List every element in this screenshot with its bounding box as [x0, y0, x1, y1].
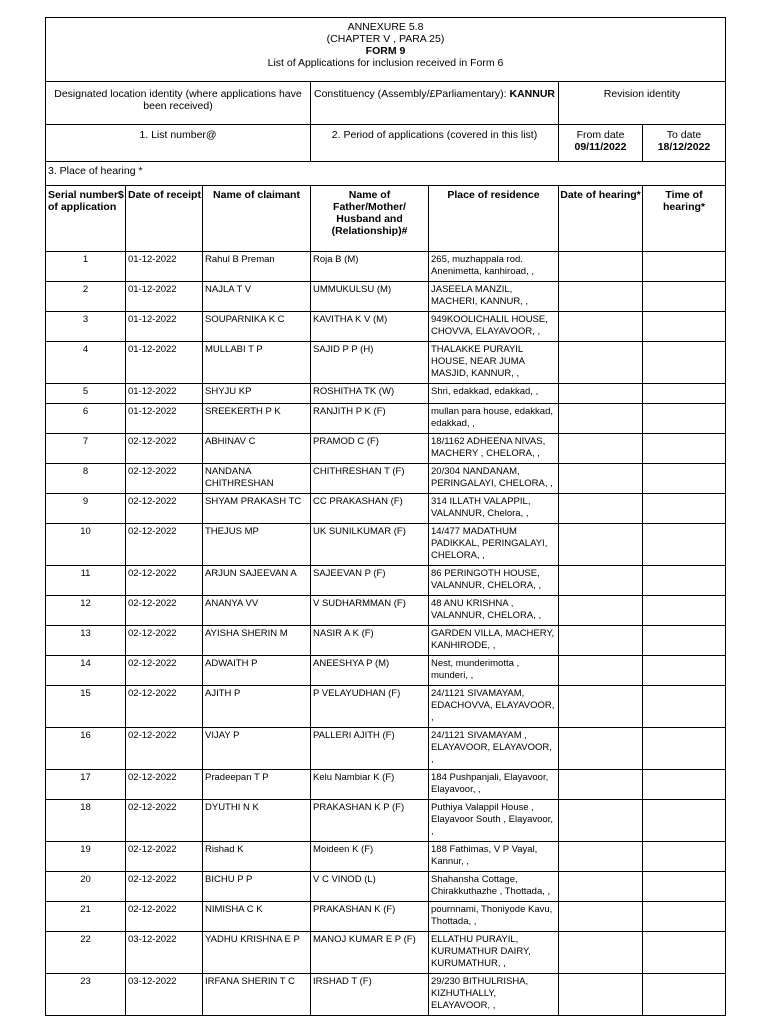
- table-row: [46, 686, 726, 728]
- serial-number-cell: 16: [46, 728, 126, 770]
- date-of-receipt-cell: 02-12-2022: [126, 902, 203, 932]
- residence-cell: pournnami, Thoniyode Kavu, Thottada, ,: [429, 902, 559, 932]
- residence-cell: 29/230 BITHULRISHA, KIZHUTHALLY, ELAYAVOOR, ,: [429, 974, 559, 1016]
- relation-cell: P VELAYUDHAN (F): [311, 686, 429, 728]
- relation-cell: CC PRAKASHAN (F): [311, 494, 429, 524]
- residence-cell: 184 Pushpanjali, Elayavoor, Elayavoor, ,: [429, 770, 559, 800]
- claimant-name-cell: ABHINAV C: [203, 434, 311, 464]
- table-row: [46, 728, 726, 770]
- claimant-name-cell: SREEKERTH P K: [203, 404, 311, 434]
- time-of-hearing-cell: [643, 596, 726, 626]
- time-of-hearing-cell: [643, 932, 726, 974]
- date-of-hearing-cell: [559, 974, 643, 1016]
- relation-cell: SAJID P P (H): [311, 342, 429, 384]
- time-of-hearing-cell: [643, 342, 726, 384]
- residence-cell: 20/304 NANDANAM, PERINGALAYI, CHELORA, ,: [429, 464, 559, 494]
- chapter-title: (CHAPTER V , PARA 25): [326, 33, 445, 45]
- date-of-hearing-cell: [559, 770, 643, 800]
- claimant-name-cell: AYISHA SHERIN M: [203, 626, 311, 656]
- to-date-label: To date: [666, 129, 702, 141]
- table-row: [46, 384, 726, 404]
- table-row: [46, 404, 726, 434]
- col-serial-number: Serial number$ of application: [46, 186, 126, 252]
- date-of-hearing-cell: [559, 872, 643, 902]
- residence-cell: 949KOOLICHALIL HOUSE, CHOVVA, ELAYAVOOR, ,: [429, 312, 559, 342]
- date-of-receipt-cell: 02-12-2022: [126, 434, 203, 464]
- claimant-name-cell: ANANYA VV: [203, 596, 311, 626]
- time-of-hearing-cell: [643, 404, 726, 434]
- date-of-receipt-cell: 02-12-2022: [126, 770, 203, 800]
- constituency-cell: [311, 82, 559, 125]
- from-date-cell: [559, 125, 643, 162]
- serial-number-cell: 5: [46, 384, 126, 404]
- relation-cell: IRSHAD T (F): [311, 974, 429, 1016]
- residence-cell: Shri, edakkad, edakkad, ,: [429, 384, 559, 404]
- relation-cell: Moideen K (F): [311, 842, 429, 872]
- table-row: [46, 312, 726, 342]
- date-of-receipt-cell: 02-12-2022: [126, 872, 203, 902]
- serial-number-cell: 8: [46, 464, 126, 494]
- serial-number-cell: 9: [46, 494, 126, 524]
- serial-number-cell: 19: [46, 842, 126, 872]
- date-of-receipt-cell: 02-12-2022: [126, 464, 203, 494]
- table-row: [46, 656, 726, 686]
- table-row: [46, 626, 726, 656]
- date-of-hearing-cell: [559, 902, 643, 932]
- date-of-hearing-cell: [559, 566, 643, 596]
- time-of-hearing-cell: [643, 770, 726, 800]
- residence-cell: Nest, munderimotta , munderi, ,: [429, 656, 559, 686]
- time-of-hearing-cell: [643, 494, 726, 524]
- relation-cell: Roja B (M): [311, 252, 429, 282]
- serial-number-cell: 14: [46, 656, 126, 686]
- date-of-hearing-cell: [559, 494, 643, 524]
- form-number: FORM 9: [365, 45, 406, 57]
- claimant-name-cell: NIMISHA C K: [203, 902, 311, 932]
- annexure-title: ANNEXURE 5.8: [347, 21, 424, 33]
- date-of-receipt-cell: 02-12-2022: [126, 686, 203, 728]
- claimant-name-cell: DYUTHI N K: [203, 800, 311, 842]
- relation-cell: PRAKASHAN K P (F): [311, 800, 429, 842]
- claimant-name-cell: IRFANA SHERIN T C: [203, 974, 311, 1016]
- to-date-cell: [643, 125, 726, 162]
- relation-cell: Kelu Nambiar K (F): [311, 770, 429, 800]
- residence-cell: 24/1121 SIVAMAYAM, EDACHOVVA, ELAYAVOOR, ,: [429, 686, 559, 728]
- time-of-hearing-cell: [643, 524, 726, 566]
- residence-cell: 24/1121 SIVAMAYAM , ELAYAVOOR, ELAYAVOOR, ,: [429, 728, 559, 770]
- table-row: [46, 342, 726, 384]
- date-of-receipt-cell: 01-12-2022: [126, 312, 203, 342]
- relation-cell: NASIR A K (F): [311, 626, 429, 656]
- table-row: [46, 770, 726, 800]
- designated-location: Designated location identity (where applications have been received): [46, 82, 311, 125]
- residence-cell: 86 PERINGOTH HOUSE, VALANNUR, CHELORA, ,: [429, 566, 559, 596]
- time-of-hearing-cell: [643, 312, 726, 342]
- date-of-hearing-cell: [559, 384, 643, 404]
- residence-cell: mullan para house, edakkad, edakkad, ,: [429, 404, 559, 434]
- serial-number-cell: 2: [46, 282, 126, 312]
- from-date-value: 09/11/2022: [574, 141, 627, 153]
- claimant-name-cell: SOUPARNIKA K C: [203, 312, 311, 342]
- table-row: [46, 434, 726, 464]
- date-of-receipt-cell: 03-12-2022: [126, 974, 203, 1016]
- table-row: [46, 974, 726, 1016]
- serial-number-cell: 22: [46, 932, 126, 974]
- relation-cell: ANEESHYA P (M): [311, 656, 429, 686]
- claimant-name-cell: MULLABI T P: [203, 342, 311, 384]
- date-of-receipt-cell: 02-12-2022: [126, 524, 203, 566]
- time-of-hearing-cell: [643, 434, 726, 464]
- time-of-hearing-cell: [643, 464, 726, 494]
- date-of-hearing-cell: [559, 686, 643, 728]
- residence-cell: 265, muzhappala rod. Anenimetta, kanhiroad, ,: [429, 252, 559, 282]
- table-row: [46, 872, 726, 902]
- date-of-hearing-cell: [559, 282, 643, 312]
- date-of-hearing-cell: [559, 434, 643, 464]
- serial-number-cell: 3: [46, 312, 126, 342]
- col-date-of-receipt: Date of receipt: [126, 186, 203, 252]
- period-of-applications: 2. Period of applications (covered in this list): [311, 125, 559, 162]
- serial-number-cell: 20: [46, 872, 126, 902]
- form-table: [45, 17, 726, 1016]
- date-of-hearing-cell: [559, 728, 643, 770]
- date-of-receipt-cell: 01-12-2022: [126, 252, 203, 282]
- relation-cell: KAVITHA K V (M): [311, 312, 429, 342]
- residence-cell: THALAKKE PURAYIL HOUSE, NEAR JUMA MASJID, KANNUR, ,: [429, 342, 559, 384]
- serial-number-cell: 4: [46, 342, 126, 384]
- relation-cell: PRAMOD C (F): [311, 434, 429, 464]
- relation-cell: UMMUKULSU (M): [311, 282, 429, 312]
- claimant-name-cell: THEJUS MP: [203, 524, 311, 566]
- relation-cell: V SUDHARMMAN (F): [311, 596, 429, 626]
- date-of-receipt-cell: 02-12-2022: [126, 728, 203, 770]
- date-of-receipt-cell: 02-12-2022: [126, 842, 203, 872]
- time-of-hearing-cell: [643, 626, 726, 656]
- date-of-hearing-cell: [559, 312, 643, 342]
- serial-number-cell: 7: [46, 434, 126, 464]
- date-of-hearing-cell: [559, 932, 643, 974]
- date-of-receipt-cell: 02-12-2022: [126, 596, 203, 626]
- time-of-hearing-cell: [643, 656, 726, 686]
- claimant-name-cell: SHYJU KP: [203, 384, 311, 404]
- serial-number-cell: 23: [46, 974, 126, 1016]
- serial-number-cell: 1: [46, 252, 126, 282]
- date-of-receipt-cell: 01-12-2022: [126, 404, 203, 434]
- residence-cell: Shahansha Cottage, Chirakkuthazhe , Thottada, ,: [429, 872, 559, 902]
- serial-number-cell: 21: [46, 902, 126, 932]
- residence-cell: Puthiya Valappil House , Elayavoor South , Elayavoor, ,: [429, 800, 559, 842]
- time-of-hearing-cell: [643, 800, 726, 842]
- claimant-name-cell: SHYAM PRAKASH TC: [203, 494, 311, 524]
- serial-number-cell: 18: [46, 800, 126, 842]
- table-row: [46, 902, 726, 932]
- serial-number-cell: 6: [46, 404, 126, 434]
- serial-number-cell: 13: [46, 626, 126, 656]
- claimant-name-cell: Pradeepan T P: [203, 770, 311, 800]
- residence-cell: 14/477 MADATHUM PADIKKAL, PERINGALAYI, CHELORA, ,: [429, 524, 559, 566]
- form-title-block: [46, 18, 726, 82]
- claimant-name-cell: BICHU P P: [203, 872, 311, 902]
- relation-cell: V C VINOD (L): [311, 872, 429, 902]
- date-of-hearing-cell: [559, 842, 643, 872]
- constituency-value: KANNUR: [509, 88, 555, 100]
- serial-number-cell: 17: [46, 770, 126, 800]
- table-row: [46, 464, 726, 494]
- time-of-hearing-cell: [643, 686, 726, 728]
- form-subtitle: List of Applications for inclusion received in Form 6: [267, 57, 504, 69]
- date-of-hearing-cell: [559, 252, 643, 282]
- serial-number-cell: 15: [46, 686, 126, 728]
- date-of-hearing-cell: [559, 404, 643, 434]
- table-row: [46, 932, 726, 974]
- relation-cell: ROSHITHA TK (W): [311, 384, 429, 404]
- date-of-receipt-cell: 02-12-2022: [126, 494, 203, 524]
- claimant-name-cell: NANDANA CHITHRESHAN: [203, 464, 311, 494]
- constituency-label: Constituency (Assembly/£Parliamentary):: [314, 88, 507, 100]
- col-place-of-residence: Place of residence: [429, 186, 559, 252]
- claimant-name-cell: ARJUN SAJEEVAN A: [203, 566, 311, 596]
- claimant-name-cell: NAJLA T V: [203, 282, 311, 312]
- table-row: [46, 494, 726, 524]
- table-row: [46, 800, 726, 842]
- col-relation: Name of Father/Mother/ Husband and (Relationship)#: [311, 186, 429, 252]
- place-of-hearing: 3. Place of hearing *: [46, 162, 726, 186]
- residence-cell: 48 ANU KRISHNA , VALANNUR, CHELORA, ,: [429, 596, 559, 626]
- residence-cell: JASEELA MANZIL, MACHERI, KANNUR, ,: [429, 282, 559, 312]
- date-of-receipt-cell: 02-12-2022: [126, 800, 203, 842]
- residence-cell: ELLATHU PURAYIL, KURUMATHUR DAIRY, KURUMATHUR, ,: [429, 932, 559, 974]
- claimant-name-cell: AJITH P: [203, 686, 311, 728]
- residence-cell: 314 ILLATH VALAPPIL, VALANNUR, Chelora, ,: [429, 494, 559, 524]
- claimant-name-cell: YADHU KRISHNA E P: [203, 932, 311, 974]
- table-row: [46, 596, 726, 626]
- relation-cell: SAJEEVAN P (F): [311, 566, 429, 596]
- revision-identity: Revision identity: [559, 82, 726, 125]
- date-of-hearing-cell: [559, 626, 643, 656]
- claimant-name-cell: ADWAITH P: [203, 656, 311, 686]
- date-of-hearing-cell: [559, 656, 643, 686]
- claimant-name-cell: Rishad K: [203, 842, 311, 872]
- time-of-hearing-cell: [643, 902, 726, 932]
- date-of-hearing-cell: [559, 800, 643, 842]
- residence-cell: 18/1162 ADHEENA NIVAS, MACHERY , CHELORA, ,: [429, 434, 559, 464]
- date-of-hearing-cell: [559, 524, 643, 566]
- residence-cell: 188 Fathimas, V P Vayal, Kannur, ,: [429, 842, 559, 872]
- date-of-receipt-cell: 01-12-2022: [126, 282, 203, 312]
- time-of-hearing-cell: [643, 728, 726, 770]
- date-of-hearing-cell: [559, 596, 643, 626]
- claimant-name-cell: VIJAY P: [203, 728, 311, 770]
- claimant-name-cell: Rahul B Preman: [203, 252, 311, 282]
- from-date-label: From date: [576, 129, 625, 141]
- applications-list: [46, 252, 726, 1016]
- date-of-receipt-cell: 02-12-2022: [126, 626, 203, 656]
- date-of-hearing-cell: [559, 342, 643, 384]
- date-of-receipt-cell: 02-12-2022: [126, 566, 203, 596]
- list-number: 1. List number@: [46, 125, 311, 162]
- relation-cell: PRAKASHAN K (F): [311, 902, 429, 932]
- time-of-hearing-cell: [643, 974, 726, 1016]
- relation-cell: UK SUNILKUMAR (F): [311, 524, 429, 566]
- date-of-receipt-cell: 01-12-2022: [126, 342, 203, 384]
- relation-cell: PALLERI AJITH (F): [311, 728, 429, 770]
- time-of-hearing-cell: [643, 384, 726, 404]
- table-row: [46, 566, 726, 596]
- to-date-value: 18/12/2022: [657, 141, 711, 153]
- relation-cell: CHITHRESHAN T (F): [311, 464, 429, 494]
- table-row: [46, 842, 726, 872]
- serial-number-cell: 11: [46, 566, 126, 596]
- time-of-hearing-cell: [643, 282, 726, 312]
- col-date-of-hearing: Date of hearing*: [559, 186, 643, 252]
- relation-cell: MANOJ KUMAR E P (F): [311, 932, 429, 974]
- table-row: [46, 524, 726, 566]
- date-of-hearing-cell: [559, 464, 643, 494]
- col-name-of-claimant: Name of claimant: [203, 186, 311, 252]
- serial-number-cell: 12: [46, 596, 126, 626]
- date-of-receipt-cell: 03-12-2022: [126, 932, 203, 974]
- residence-cell: GARDEN VILLA, MACHERY, KANHIRODE, ,: [429, 626, 559, 656]
- time-of-hearing-cell: [643, 252, 726, 282]
- table-row: [46, 252, 726, 282]
- date-of-receipt-cell: 01-12-2022: [126, 384, 203, 404]
- date-of-receipt-cell: 02-12-2022: [126, 656, 203, 686]
- col-time-of-hearing: Time of hearing*: [643, 186, 726, 252]
- table-row: [46, 282, 726, 312]
- time-of-hearing-cell: [643, 566, 726, 596]
- time-of-hearing-cell: [643, 872, 726, 902]
- relation-cell: RANJITH P K (F): [311, 404, 429, 434]
- time-of-hearing-cell: [643, 842, 726, 872]
- form-9-sheet: [45, 17, 725, 1016]
- serial-number-cell: 10: [46, 524, 126, 566]
